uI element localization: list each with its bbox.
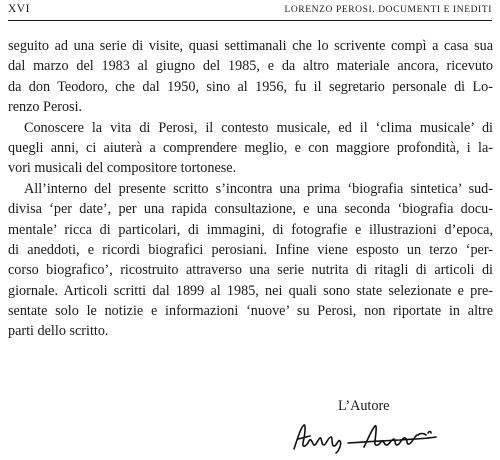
text-line: Conoscere la vita di Perosi, il contesto musicale, ed il ‘clima musicale’ di bbox=[24, 119, 493, 136]
text-line: mentale’ ricca di particolari, di immagini, di fotografie e illustrazioni d’epoca, bbox=[8, 221, 493, 238]
body-text bbox=[8, 36, 493, 342]
text-line: di aneddoti, e ricordi biografici perosiani. Infine viene esposto un terzo ‘per- bbox=[8, 241, 493, 258]
text-line: seguito ad una serie di visite, quasi settimanali che lo scrivente compì a casa sua bbox=[8, 38, 493, 54]
header-rule bbox=[8, 20, 492, 21]
paragraph-2 bbox=[8, 118, 493, 179]
page-header bbox=[8, 3, 492, 19]
text-line: da don Teodoro, che dal 1950, sino al 1956, fu il segretario personale di Lo- bbox=[8, 78, 493, 95]
text-line: corso biografico’, ricostruito attraverso una serie nutrita di ritagli di articoli di bbox=[8, 262, 493, 279]
text-line: dal marzo del 1983 al giugno del 1985, e da altro materiale ancora, ricevuto bbox=[8, 58, 493, 75]
page-number: XVI bbox=[8, 3, 30, 15]
text-line: renzo Perosi. bbox=[8, 99, 83, 116]
text-line: All’interno del presente scritto s’incontra una prima ‘biografia sintetica’ sud- bbox=[24, 180, 493, 197]
paragraph-1 bbox=[8, 36, 493, 118]
author-label: L’Autore bbox=[338, 398, 390, 414]
text-line: quegli anni, ci aiuterà a comprendere meglio, e con maggiore profondità, i la- bbox=[8, 139, 493, 156]
paragraph-3 bbox=[8, 179, 493, 342]
text-line: divisa ‘per date’, per una rapida consultazione, e una seconda ‘biografia docu- bbox=[8, 201, 493, 218]
text-line: sentate solo le notizie e informazioni ‘nuove’ su Perosi, non riportate in altre bbox=[8, 303, 493, 320]
handwritten-signature bbox=[290, 421, 438, 455]
text-line: parti dello scritto. bbox=[8, 323, 109, 340]
text-line: vori musicali del compositore tortonese. bbox=[8, 160, 237, 177]
running-title: LORENZO PEROSI. DOCUMENTI E INEDITI bbox=[284, 5, 492, 15]
text-line: giornale. Articoli scritti dal 1899 al 1985, nei quali sono state selezionate e pre- bbox=[8, 282, 493, 299]
